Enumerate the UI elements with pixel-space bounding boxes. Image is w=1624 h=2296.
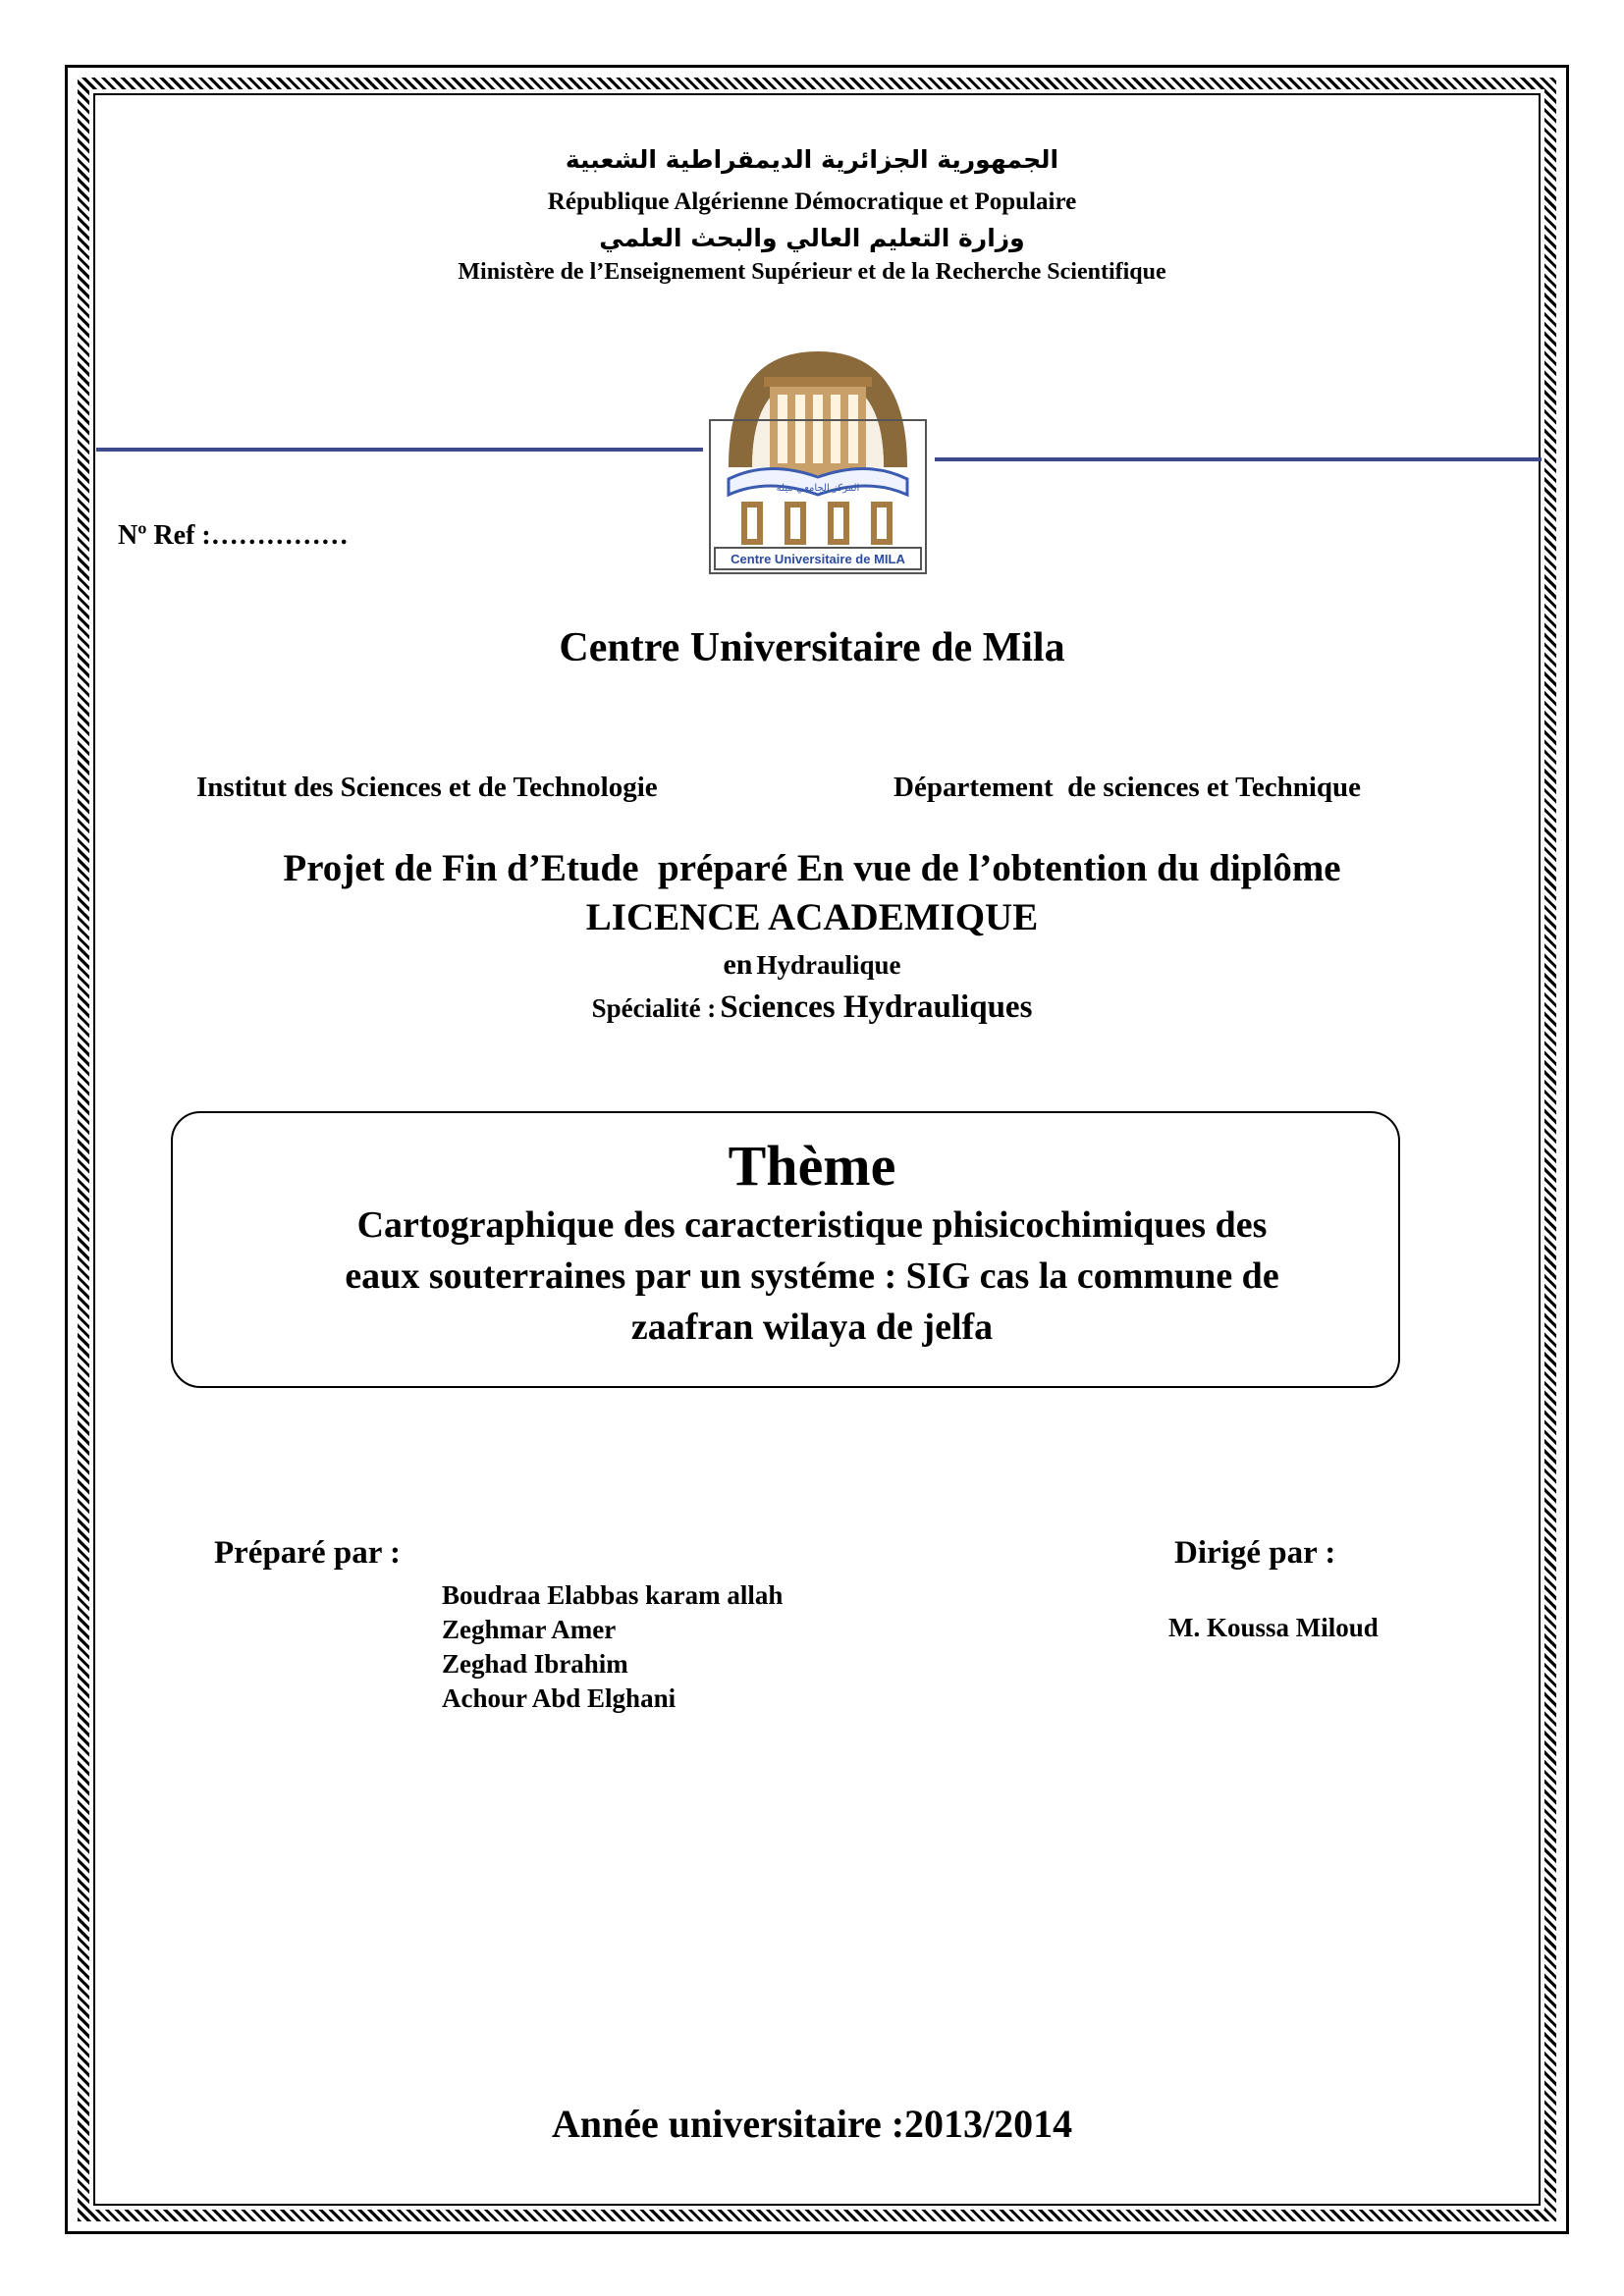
specialty-line	[0, 989, 1624, 1026]
author-name: Zeghad Ibrahim	[442, 1649, 628, 1679]
authors-list	[442, 1578, 783, 1716]
prepared-by-label: Préparé par :	[214, 1535, 401, 1571]
academic-year: Année universitaire :2013/2014	[551, 2102, 1073, 2146]
field-line	[0, 948, 1624, 982]
theme-line-2: eaux souterraines par un systéme : SIG cas la commune de	[345, 1255, 1279, 1297]
theme-line-3: zaafran wilaya de jelfa	[630, 1307, 994, 1348]
header-rule-left	[96, 448, 703, 452]
header-arabic-ministry: وزارة التعليم العالي والبحث العلمي	[599, 224, 1025, 252]
directed-by-label: Dirigé par :	[1174, 1535, 1336, 1571]
theme-line-1: Cartographique des caracteristique phisicochimiques des	[356, 1204, 1268, 1246]
university-name: Centre Universitaire de Mila	[559, 625, 1065, 670]
header-republic: République Algérienne Démocratique et Populaire	[547, 188, 1077, 215]
theme-title: Thème	[728, 1134, 896, 1198]
specialty-name: Sciences Hydrauliques	[720, 989, 1033, 1025]
field-prefix: en	[723, 948, 753, 981]
degree-name: LICENCE ACADEMIQUE	[585, 896, 1039, 938]
header-rule-right	[935, 457, 1542, 461]
author-name: Zeghmar Amer	[442, 1615, 617, 1644]
author-name: Achour Abd Elghani	[442, 1683, 677, 1713]
department-name: Département de sciences et Technique	[893, 772, 1362, 803]
header-arabic-republic: الجمهورية الجزائرية الديمقراطية الشعبية	[565, 145, 1059, 174]
logo-caption: Centre Universitaire de MILA	[731, 552, 905, 566]
project-title: Projet de Fin d’Etude préparé En vue de l’obtention du diplôme	[283, 847, 1341, 889]
logo-arabic-caption: المركز الجامعي ميلة	[776, 483, 860, 494]
specialty-label: Spécialité :	[591, 993, 717, 1023]
institute-name: Institut des Sciences et de Technologie	[196, 772, 658, 803]
field-name: Hydraulique	[756, 950, 901, 980]
reference-number: Nº Ref :……………	[118, 520, 349, 551]
author-name: Boudraa Elabbas karam allah	[442, 1580, 784, 1610]
header-ministry: Ministère de l’Enseignement Supérieur et de la Recherche Scientifique	[458, 259, 1166, 285]
university-logo	[709, 342, 927, 575]
supervisor-name: M. Koussa Miloud	[1168, 1613, 1379, 1642]
